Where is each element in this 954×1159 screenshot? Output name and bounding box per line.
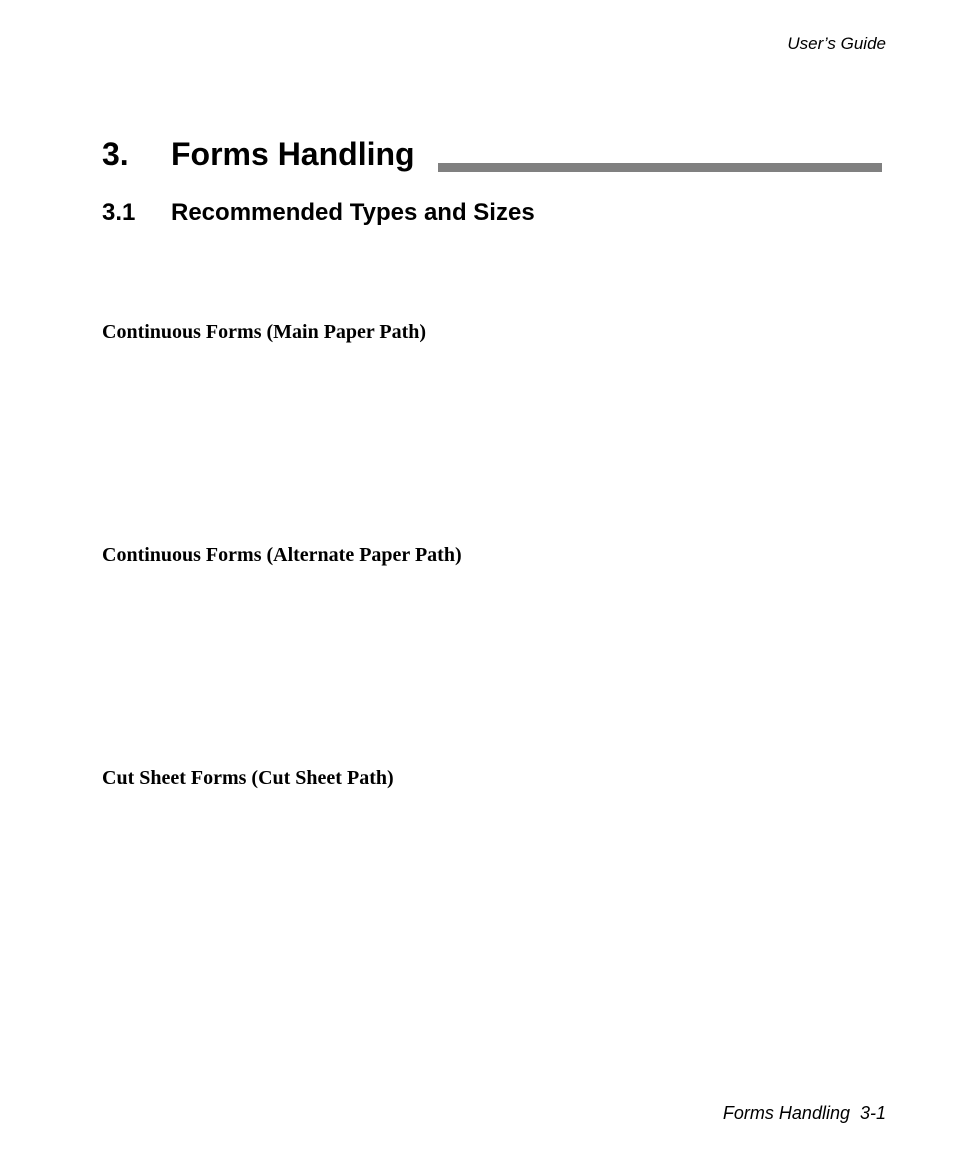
chapter-title: Forms Handling xyxy=(171,136,415,172)
section-heading xyxy=(102,198,802,228)
section-number: 3.1 xyxy=(102,199,136,226)
section-title: Recommended Types and Sizes xyxy=(171,199,535,226)
page-footer: Forms Handling 3-1 xyxy=(722,1103,886,1123)
subheading-cut-sheet-path: Cut Sheet Forms (Cut Sheet Path) xyxy=(102,767,394,789)
running-header: User’s Guide xyxy=(787,34,886,53)
chapter-rule-divider xyxy=(438,163,882,172)
subheading-main-paper-path: Continuous Forms (Main Paper Path) xyxy=(102,321,427,343)
subheading-alternate-paper-path: Continuous Forms (Alternate Paper Path) xyxy=(102,544,462,566)
chapter-number: 3. xyxy=(102,136,129,172)
chapter-heading xyxy=(102,134,882,178)
